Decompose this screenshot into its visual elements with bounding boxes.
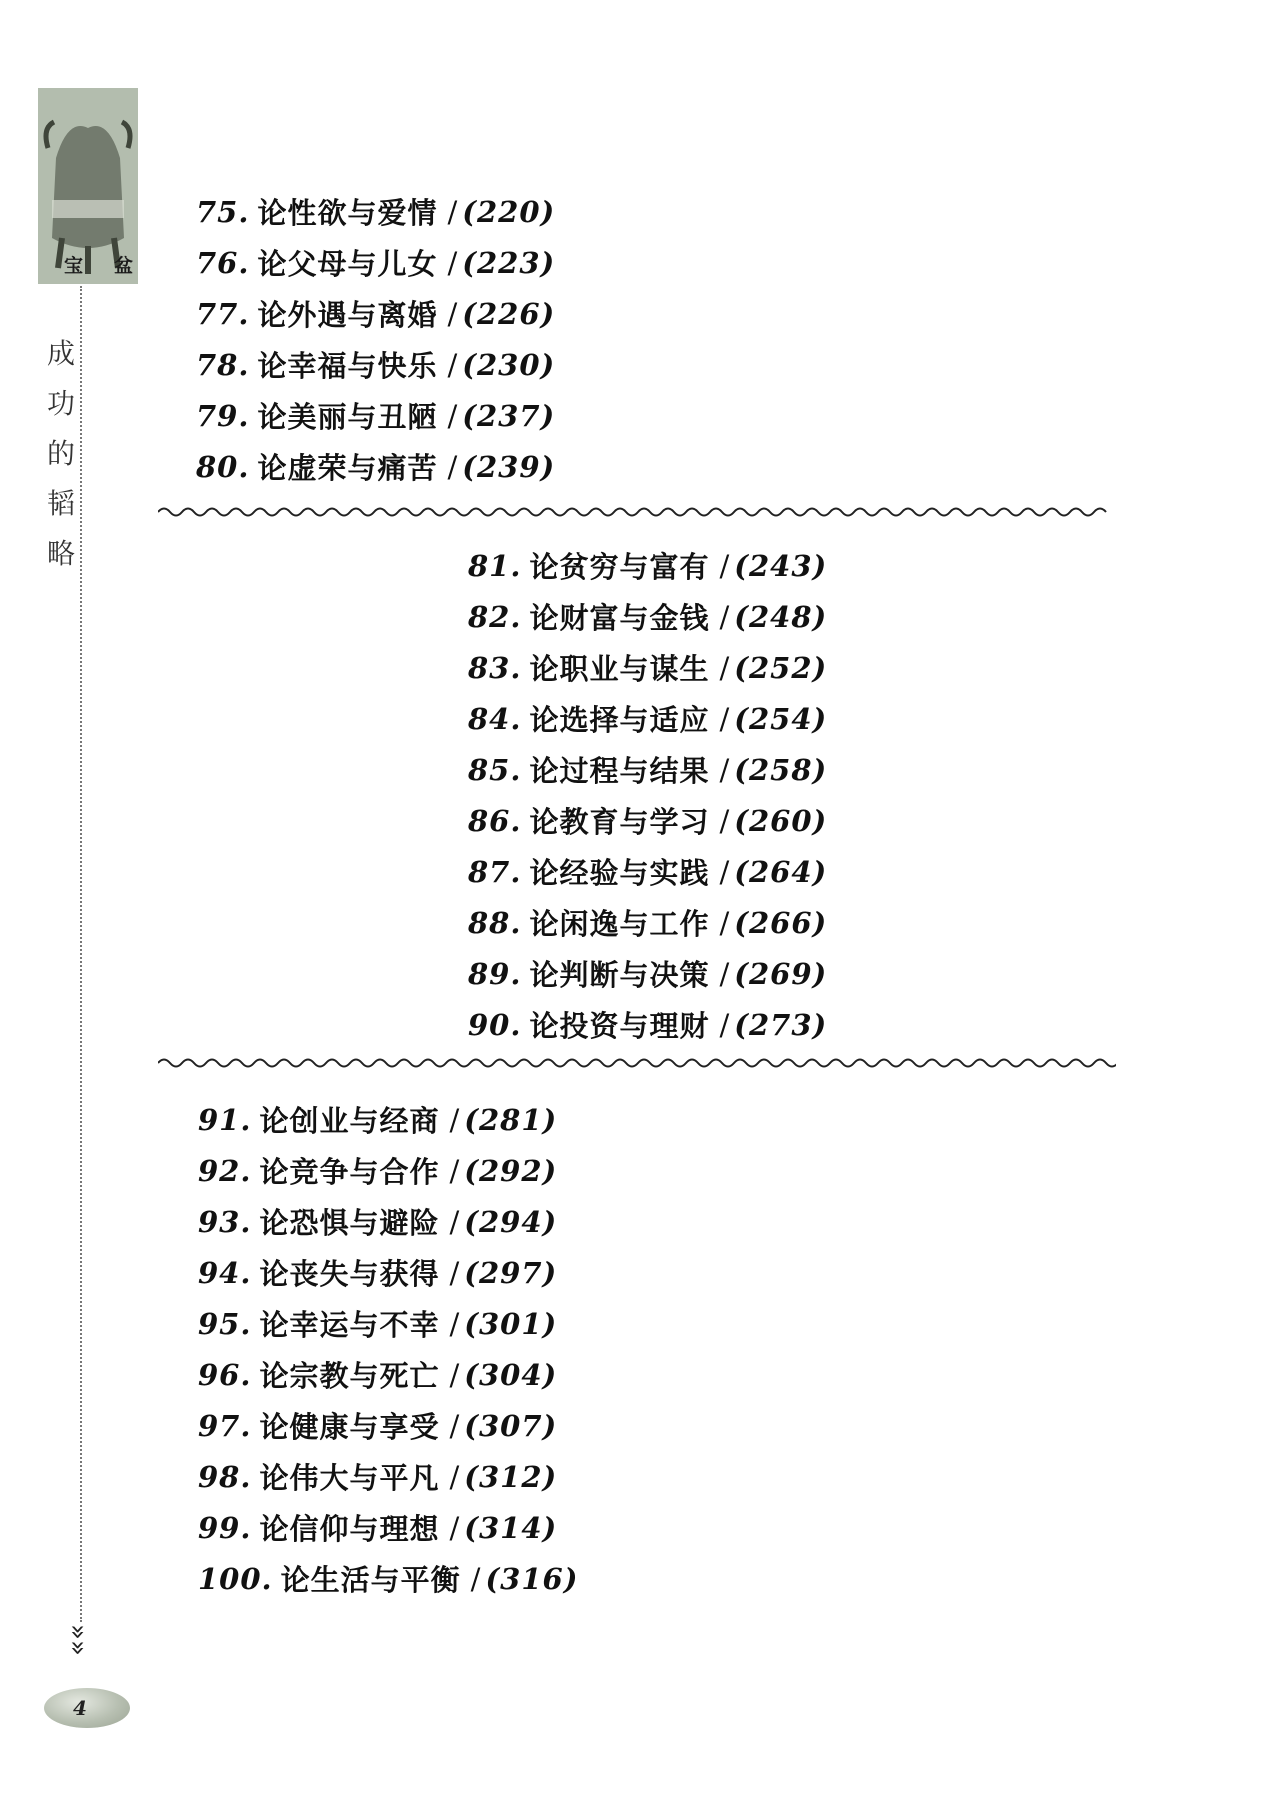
logo-char-pen: 盆 [114,255,134,277]
toc-entry [198,1400,578,1451]
entry-number: 79. [196,398,250,433]
entry-number: 95. [198,1306,252,1341]
entry-title: 论幸福与快乐 [257,349,438,383]
toc-entry [198,1094,578,1145]
entry-page: (237) [462,398,556,433]
entry-title: 论幸运与不幸 [259,1308,440,1342]
toc-entry [468,540,827,591]
entry-separator: / [449,1357,461,1392]
entry-number: 85. [468,752,522,787]
entry-separator: / [449,1510,461,1545]
entry-page: (254) [734,701,828,736]
logo-char-bao: 宝 [64,255,84,277]
entry-number: 77. [196,296,250,331]
entry-page: (314) [464,1510,558,1545]
entry-separator: / [719,650,731,685]
entry-title: 论信仰与理想 [259,1512,440,1546]
entry-page: (294) [464,1204,558,1239]
entry-page: (243) [734,548,828,583]
toc-entry [468,591,827,642]
entry-separator: / [447,194,459,229]
entry-separator: / [449,1204,461,1239]
entry-number: 98. [198,1459,252,1494]
entry-number: 87. [468,854,522,889]
entry-number: 86. [468,803,522,838]
toc-entry [198,1349,578,1400]
entry-page: (260) [734,803,828,838]
entry-title: 论经验与实践 [529,856,710,890]
entry-page: (304) [464,1357,558,1392]
entry-number: 99. [198,1510,252,1545]
entry-title: 论生活与平衡 [280,1563,461,1597]
entry-separator: / [449,1459,461,1494]
entry-page: (220) [462,194,556,229]
toc-entry [198,1553,578,1604]
entry-separator: / [449,1102,461,1137]
entry-number: 91. [198,1102,252,1137]
toc-entry [468,948,827,999]
toc-entry [468,846,827,897]
toc-entry [468,897,827,948]
entry-page: (223) [462,245,556,280]
entry-separator: / [447,296,459,331]
toc-group-1 [196,186,555,492]
entry-page: (248) [734,599,828,634]
entry-page: (292) [464,1153,558,1188]
wavy-divider [158,503,1116,521]
entry-page: (264) [734,854,828,889]
page-number-badge [44,1688,130,1728]
entry-separator: / [719,701,731,736]
entry-title: 论父母与儿女 [257,247,438,281]
toc-entry [196,441,555,492]
entry-separator: / [447,245,459,280]
entry-separator: / [719,854,731,889]
entry-separator: / [719,803,731,838]
entry-number: 89. [468,956,522,991]
entry-separator: / [447,398,459,433]
entry-page: (239) [462,449,556,484]
book-title-char: 成 [46,337,75,370]
entry-page: (258) [734,752,828,787]
toc-entry [196,186,555,237]
entry-title: 论美丽与丑陋 [257,400,438,434]
toc-entry [468,642,827,693]
entry-title: 论宗教与死亡 [259,1359,440,1393]
entry-number: 100. [198,1561,273,1596]
toc-entry [198,1196,578,1247]
entry-number: 75. [196,194,250,229]
entry-page: (273) [734,1007,828,1042]
entry-page: (281) [464,1102,558,1137]
toc-entry [468,999,827,1050]
entry-number: 94. [198,1255,252,1290]
entry-number: 82. [468,599,522,634]
entry-number: 81. [468,548,522,583]
entry-title: 论伟大与平凡 [259,1461,440,1495]
entry-title: 论贫穷与富有 [529,550,710,584]
entry-separator: / [449,1306,461,1341]
entry-page: (226) [462,296,556,331]
entry-separator: / [719,548,731,583]
toc-group-2 [468,540,827,1050]
entry-number: 83. [468,650,522,685]
entry-title: 论判断与决策 [529,958,710,992]
entry-separator: / [470,1561,482,1596]
entry-separator: / [719,905,731,940]
page-number: 4 [73,1696,87,1720]
book-title-vertical [44,332,78,572]
book-title-char: 功 [46,387,75,420]
entry-page: (266) [734,905,828,940]
entry-page: (252) [734,650,828,685]
side-dotted-rule [80,286,82,1622]
entry-separator: / [447,449,459,484]
toc-entry [196,339,555,390]
entry-number: 80. [196,449,250,484]
book-title-char: 略 [46,537,75,570]
entry-page: (230) [462,347,556,382]
toc-entry [468,693,827,744]
toc-entry [468,744,827,795]
entry-number: 92. [198,1153,252,1188]
entry-title: 论选择与适应 [529,703,710,737]
entry-title: 论教育与学习 [529,805,710,839]
toc-entry [468,795,827,846]
entry-number: 78. [196,347,250,382]
entry-number: 96. [198,1357,252,1392]
entry-title: 论性欲与爱情 [257,196,438,230]
entry-page: (269) [734,956,828,991]
toc-entry [196,288,555,339]
entry-page: (312) [464,1459,558,1494]
entry-number: 84. [468,701,522,736]
entry-page: (301) [464,1306,558,1341]
entry-number: 76. [196,245,250,280]
entry-separator: / [719,752,731,787]
book-title-char: 韬 [46,487,75,520]
toc-entry [198,1247,578,1298]
entry-number: 93. [198,1204,252,1239]
entry-title: 论恐惧与避险 [259,1206,440,1240]
entry-separator: / [719,1007,731,1042]
entry-title: 论过程与结果 [529,754,710,788]
entry-page: (297) [464,1255,558,1290]
entry-title: 论健康与享受 [259,1410,440,1444]
entry-title: 论外遇与离婚 [257,298,438,332]
chevron-down-icon: » » [62,1624,93,1656]
wavy-divider [158,1054,1116,1072]
entry-title: 论创业与经商 [259,1104,440,1138]
toc-entry [196,237,555,288]
entry-separator: / [449,1153,461,1188]
cover-thumbnail [38,88,138,284]
entry-number: 97. [198,1408,252,1443]
entry-title: 论竞争与合作 [259,1155,440,1189]
entry-number: 88. [468,905,522,940]
entry-page: (307) [464,1408,558,1443]
entry-separator: / [719,599,731,634]
toc-entry [198,1298,578,1349]
entry-title: 论投资与理财 [529,1009,710,1043]
toc-entry [198,1502,578,1553]
entry-separator: / [719,956,731,991]
entry-title: 论财富与金钱 [529,601,710,635]
entry-title: 论职业与谋生 [529,652,710,686]
entry-number: 90. [468,1007,522,1042]
toc-entry [196,390,555,441]
toc-group-3 [198,1094,578,1604]
entry-separator: / [447,347,459,382]
entry-title: 论丧失与获得 [259,1257,440,1291]
entry-page: (316) [485,1561,579,1596]
toc-entry [198,1451,578,1502]
entry-title: 论虚荣与痛苦 [257,451,438,485]
toc-entry [198,1145,578,1196]
entry-separator: / [449,1255,461,1290]
entry-title: 论闲逸与工作 [529,907,710,941]
book-title-char: 的 [46,437,75,470]
entry-separator: / [449,1408,461,1443]
